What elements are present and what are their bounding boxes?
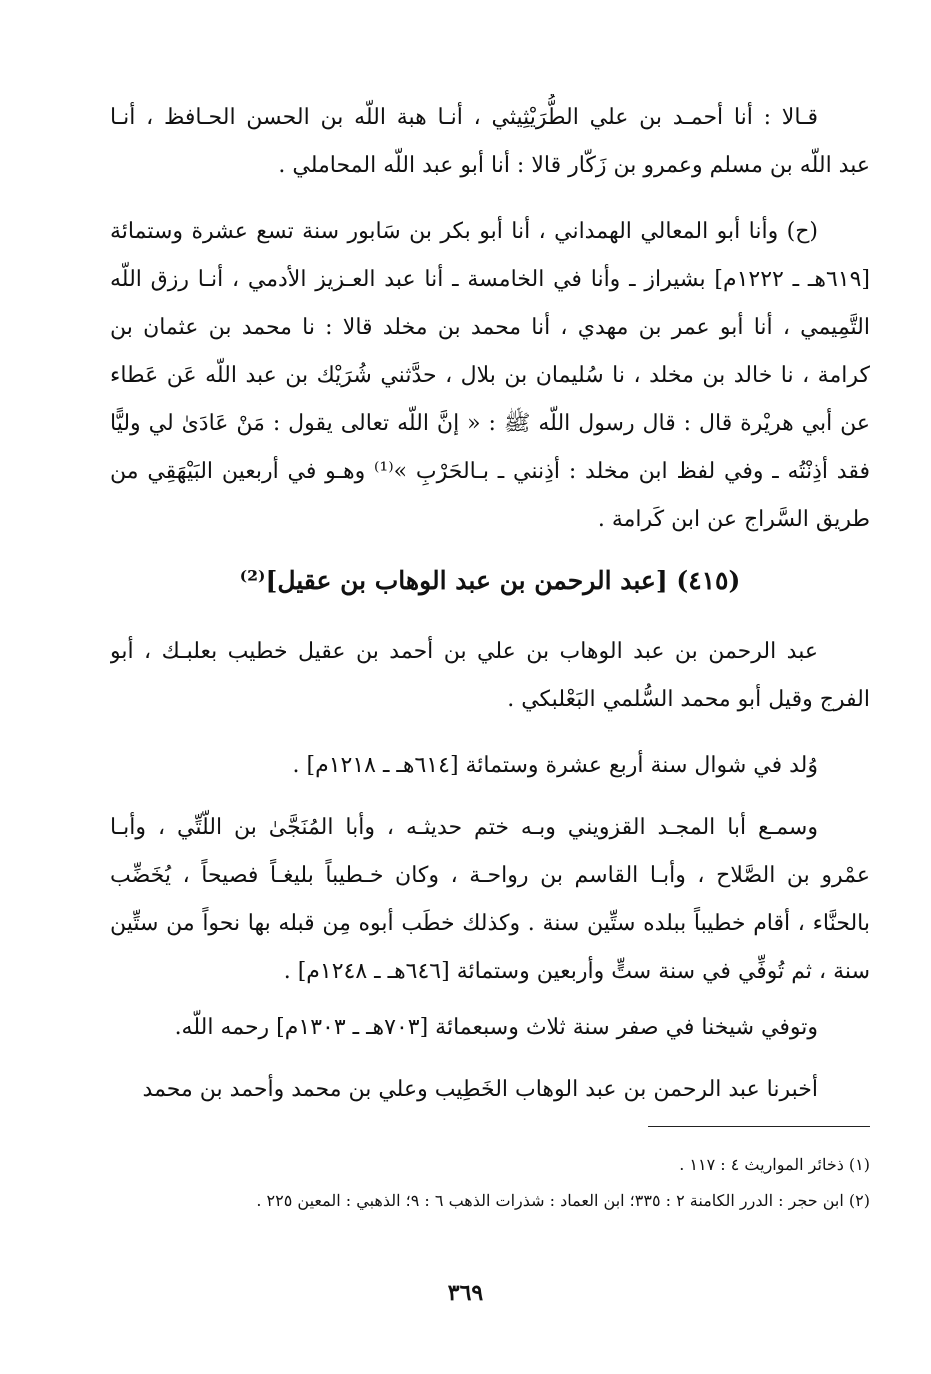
footnote-divider <box>648 1126 870 1127</box>
footnotes <box>110 1147 870 1219</box>
text-line: عبد اللّه بن مسلم وعمرو بن زَكّار قالا : أنا أبو عبد اللّه المحاملي . <box>278 153 870 178</box>
text-line: [٦١٩هـ ـ ١٢٢٢م] بشيراز ـ وأنا في الخامسة ـ أنا عبد العـزيز الأدمي ، أنـا رزق اللّه <box>110 267 870 292</box>
paragraph-chain-2 <box>110 208 870 544</box>
text-line: عبد الرحمن بن عبد الوهاب بن علي بن أحمد بن عقيل خطيب بعلبـك ، أبو <box>110 639 818 664</box>
paragraph-chain-1 <box>110 94 870 190</box>
entry-heading: (٤١٥) [عبد الرحمن بن عبد الوهاب بن عقيل]⁽²⁾ <box>239 566 741 595</box>
paragraph-birth <box>110 742 870 790</box>
paragraph-death <box>110 1004 870 1052</box>
text-line: عن أبي هريْرة قال : قال رسول اللّه ﷺ : « إنَّ اللّه تعالى يقول : مَنْ عَادَىٰ لي وليًّا <box>110 411 870 436</box>
text-line: التَّمِيمي ، أنا أبو عمر بن مهدي ، أنا محمد بن مخلد قالا : نا محمد بن عثمان بن <box>110 315 870 340</box>
text-line: (ح) وأنا أبو المعالي الهمداني ، أنا أبو بكر بن سَابور سنة تسع عشرة وستمائة <box>110 219 818 244</box>
text-line: عمْرو بن الصَّلاح ، وأبـا القاسم بن رواحـة ، وكان خـطيباً بليغـاً فصيحاً ، يُخَضِّب <box>110 863 870 888</box>
text-line: وتوفي شيخنا في صفر سنة ثلاث وسبعمائة [٧٠٣هـ ـ ١٣٠٣م] رحمه اللّه. <box>174 1015 818 1040</box>
text-line: وسمـع أبا المجـد القزويني وبـه ختم حديثـه ، وأبا المُنَجَّىٰ بن اللّتِّي ، وأبـا <box>110 815 818 840</box>
text-line: بالحنَّاء ، أقام خطيباً ببلده ستِّين سنة . وكذلك خطَب أبوه مِن قبله بها نحواً من ستِّين <box>110 911 870 936</box>
footnote-1: (١) ذخائر المواريث ٤ : ١١٧ . <box>679 1155 870 1174</box>
paragraph-name <box>110 628 870 724</box>
text-line: قـالا : أنا أحمـد بن علي الطُّرَيْثِيثي ، أنـا هبة اللّه بن الحسن الحـافظ ، أنـا <box>110 105 818 130</box>
text-line: فقد أذِنْتُه ـ وفي لفظ ابن مخلد : أذِنني ـ بـالحَرْبِ »⁽¹⁾ وهـو في أربعين البَيْهَقِي من <box>110 459 870 484</box>
paragraph-chain-3 <box>110 1066 870 1114</box>
text-line: وُلد في شوال سنة أربع عشرة وستمائة [٦١٤هـ ـ ١٢١٨م] . <box>292 753 818 778</box>
page-number: ٣٦٩ <box>447 1280 484 1306</box>
text-line: كرامة ، نا خالد بن مخلد ، نا سُليمان بن بلال ، حدَّثني شُرَيْك بن عبد اللّه عَن عَطاء <box>110 363 870 388</box>
text-line: سنة ، ثم تُوفِّي في سنة ستٍّ وأربعين وستمائة [٦٤٦هـ ـ ١٢٤٨م] . <box>283 959 870 984</box>
footnote-2: (٢) ابن حجر : الدرر الكامنة ٢ : ٣٣٥؛ ابن العماد : شذرات الذهب ٦ : ٩؛ الذهبي : المعين ٢٢٥ . <box>256 1191 870 1210</box>
text-line: أخبرنا عبد الرحمن بن عبد الوهاب الخَطِيب وعلي بن محمد وأحمد بن محمد <box>142 1077 818 1102</box>
paragraph-teachers <box>110 804 870 996</box>
text-line: الفرج وقيل أبو محمد السُّلمي البَعْلبكي . <box>507 687 870 712</box>
text-line: طريق السَّراج عن ابن كَرامة . <box>597 507 870 532</box>
